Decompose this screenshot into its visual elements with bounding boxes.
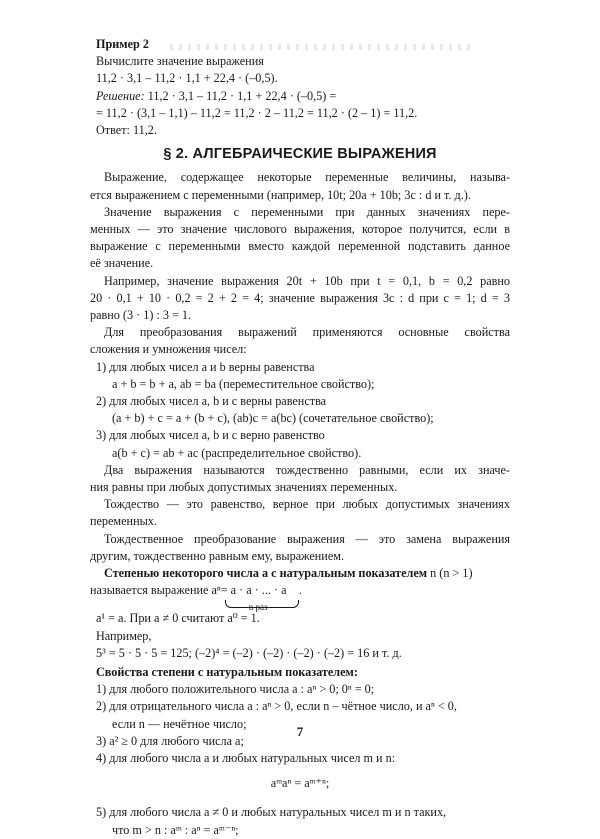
example-block	[90, 36, 510, 839]
paragraph-definition	[90, 169, 510, 203]
text-line: Для преобразования выражений применяются основные свойства	[104, 325, 510, 340]
text-line: переменных.	[90, 514, 157, 529]
paragraph-value	[90, 204, 510, 273]
paragraph-example	[90, 273, 510, 325]
for-example: Например,	[96, 628, 152, 643]
text-line: Тождество — это равенство, верное при любых допустимых значениях	[104, 497, 510, 512]
text-line: Значение выражения с переменными при данных значениях пере-	[104, 204, 510, 219]
power-n-condition: n (n > 1)	[427, 566, 473, 581]
example-expression: 11,2 · 3,1 – 11,2 · 1,1 + 22,4 · (–0,5).	[96, 71, 278, 86]
property-heading: 3) для любых чисел a, b и c верно равенство	[96, 428, 325, 443]
example-answer: Ответ: 11,2.	[96, 123, 157, 138]
text-line: Например, значение выражения 20t + 10b при t = 0,1, b = 0,2 равно	[104, 273, 510, 288]
text-line: Два выражения называются тождественно равными, если их значе-	[104, 462, 510, 477]
text-line: сложения и умножения чисел:	[90, 342, 247, 357]
property-formula: a + b = b + a, ab = ba (переместительное свойство);	[112, 376, 375, 391]
section-title: § 2. АЛГЕБРАИЧЕСКИЕ ВЫРАЖЕНИЯ	[163, 146, 437, 163]
paragraph-identity	[90, 496, 510, 530]
paragraph-properties-intro	[90, 324, 510, 358]
power-property-continuation: что m > n : aᵐ : aⁿ = aᵐ⁻ⁿ;	[112, 822, 239, 837]
product-with-brace	[220, 582, 299, 613]
property-formula: (a + b) + c = a + (b + c), (ab)c = a(bc) (сочетательное свойство);	[112, 411, 434, 426]
text-line: ния равны при любых допустимых значениях переменных.	[90, 480, 398, 495]
power-example-line: 5³ = 5 · 5 · 5 = 125; (–2)⁴ = (–2) · (–2) · (–2) · (–2) = 16 и т. д.	[96, 645, 402, 660]
text-line: выражение с переменными вместо каждой переменной подставить данное	[90, 239, 510, 254]
properties-list	[90, 359, 510, 462]
text-line: ется выражением с переменными (например, 10t; 20a + 10b; 3c : d и т. д.).	[90, 187, 471, 202]
n-times-label: n раз	[248, 602, 268, 613]
power-property: 5) для любого числа a ≠ 0 и любых натуральных чисел m и n таких,	[96, 805, 447, 820]
product-text: = a · a · ... · a	[220, 583, 287, 598]
power-properties-list	[90, 681, 510, 839]
page-number: 7	[296, 724, 304, 739]
example-solution-line-1	[90, 88, 510, 105]
power-property: 2) для отрицательного числа a : aⁿ > 0, если n – чётное число, и aⁿ < 0,	[96, 699, 457, 714]
property-heading: 2) для любых чисел a, b и c верны равенства	[96, 394, 327, 409]
example-title: Пример 2	[96, 37, 149, 51]
property-formula: a(b + c) = ab + ac (распределительное свойство).	[112, 445, 362, 460]
power-formula-line	[90, 582, 510, 613]
text-line: равно (3 · 1) : 3 = 1.	[90, 308, 192, 323]
example-solution-line-2: = 11,2 · (3,1 – 1,1) – 11,2 = 11,2 · 2 – 11,2 = 11,2 · (2 – 1) = 11,2.	[96, 105, 418, 120]
power-definition	[90, 565, 510, 662]
paragraph-transformation	[90, 531, 510, 565]
power-property: 1) для любого положительного числа a : aⁿ > 0; 0ⁿ = 0;	[96, 682, 375, 697]
example-task: Вычислите значение выражения	[96, 54, 264, 69]
power-property-formula: aᵐaⁿ = aᵐ⁺ⁿ;	[270, 776, 330, 791]
paragraph-identical	[90, 462, 510, 496]
trailing-period: .	[298, 583, 302, 598]
text-line: другим, тождественно равным ему, выражением.	[90, 548, 345, 563]
power-property-continuation: если n — нечётное число;	[112, 716, 247, 731]
text-line: менных — это значение числового выражения, которое получится, если в	[90, 222, 510, 237]
solution-label: Решение:	[96, 88, 145, 103]
text-line: Тождественное преобразование выражения — это замена выражения	[104, 531, 510, 546]
text-line: Выражение, содержащее некоторые переменные величины, называ-	[104, 170, 510, 185]
text-line: 20 · 0,1 + 10 · 0,2 = 2 + 2 = 4; значение выражения 3c : d при c = 1; d = 3	[90, 290, 510, 305]
power-definition-bold: Степенью некоторого числа a с натуральным показателем	[104, 566, 428, 581]
power-property: 3) a² ≥ 0 для любого числа a;	[96, 733, 244, 748]
first-power-line: a¹ = a. При a ≠ 0 считают a⁰ = 1.	[96, 611, 260, 626]
called-text: называется выражение	[90, 583, 209, 598]
power-definition-line	[90, 565, 510, 582]
property-heading: 1) для любых чисел a и b верны равенства	[96, 359, 315, 374]
solution-text: 11,2 · 3,1 – 11,2 · 1,1 + 22,4 · (–0,5) =	[144, 88, 337, 103]
power-properties-title: Свойства степени с натуральным показателем:	[96, 664, 358, 679]
a-to-n: aⁿ	[211, 583, 221, 598]
power-property: 4) для любого числа a и любых натуральных чисел m и n:	[96, 750, 396, 765]
text-line: её значение.	[90, 256, 154, 271]
